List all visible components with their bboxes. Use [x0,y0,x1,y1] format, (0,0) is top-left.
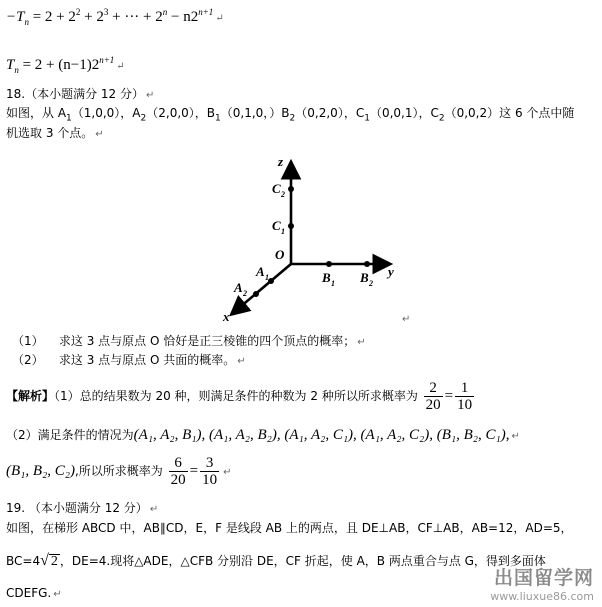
label-b2: B [360,270,369,285]
svg-text:1: 1 [331,279,335,288]
svg-text:2: 2 [369,279,373,288]
label-c2: C [272,181,281,196]
solution-part-2: （2）满足条件的情况为(A₁, A₂, B₁), (A₁, A₂, B₂), (A₁, A₂, C₁), (A₁, A₂, C₂), (B₁, B₂, C₁), ↵ [6,427,520,443]
svg-text:2: 2 [243,289,247,298]
q18-item-2: （2） 求这 3 点与原点 O 共面的概率。 ↵ [12,353,246,367]
fraction-1-10: $\frac{1}{10}$ [457,380,473,413]
point-c1 [288,223,294,229]
svg-text:2: 2 [281,190,285,199]
q19-line3: CDEFG. ↵ [6,586,62,600]
fraction-6-20: $\frac{6}{20}$ [170,455,186,488]
label-a2: A [234,280,243,295]
point-a2 [253,291,259,297]
point-b2 [364,261,370,267]
label-x: x [223,309,230,322]
point-c2 [288,186,294,192]
q19-header: 19. （本小题满分 12 分） ↵ [6,501,159,515]
formula-tn-negative: $-T_n = 2 + 2^2 + 2^3$ + ··· + $2^n$ − $n2^{n+1}↵$ [6,7,224,27]
q19-line1: 如图，在梯形 ABCD 中，AB∥CD，E，F 是线段 AB 上的两点，且 DE⊥AB，CF⊥AB，AB=12，AD=5， [6,521,573,535]
formula-tn: $T_n = 2$ + $(n-1)2^{n+1}↵$ [6,55,125,75]
label-origin: O [275,247,285,262]
watermark: 出国留学网 www.liuxue86.com [490,567,594,603]
coordinate-axes-diagram [200,150,410,322]
q18-body-line2: 机选取 3 个点。 ↵ [6,126,104,140]
label-y: y [388,264,394,279]
label-c1: C [272,218,281,233]
q18-item-1: （1） 求这 3 点与原点 O 恰好是正三棱锥的四个顶点的概率； ↵ [12,334,366,348]
label-a1: A [256,264,265,279]
fraction-2-20: $\frac{2}{20}$ [425,380,441,413]
point-b1 [326,261,332,267]
label-z: z [278,154,284,169]
solution-part-2-cont: (B₁, B₂, C₂),所以所求概率为 $\frac{6}{20}$ = $\frac{3}{10}$ ↵ [6,455,232,488]
q19-line2: BC=4√ 2 ，DE=4.现将△ADE，△CFB 分别沿 DE，CF 折起，使 A，B 两点重合与点 G，得到多面体 [6,552,546,569]
q18-body-line1: 如图，从 $A_1(1,0,0)$，$A_2(2,0,0)$，$B_1(0,1,0$，）$B_2(0,2,0)$，$C_1(0,0,1)$，$C_2(0,0,2)$这 6 个点中随 [6,106,575,124]
svg-text:1: 1 [265,273,269,282]
svg-text:1: 1 [281,227,285,236]
label-b1: B [322,270,331,285]
q18-header: 18.（本小题满分 12 分） ↵ [6,87,155,101]
fraction-3-10: $\frac{3}{10}$ [202,455,218,488]
solution-part-1: 【解析】（1）总的结果数为 20 种，则满足条件的种数为 2 种所以所求概率为 $\frac{2}{20}$ = $\frac{1}{10}$ [6,380,473,413]
